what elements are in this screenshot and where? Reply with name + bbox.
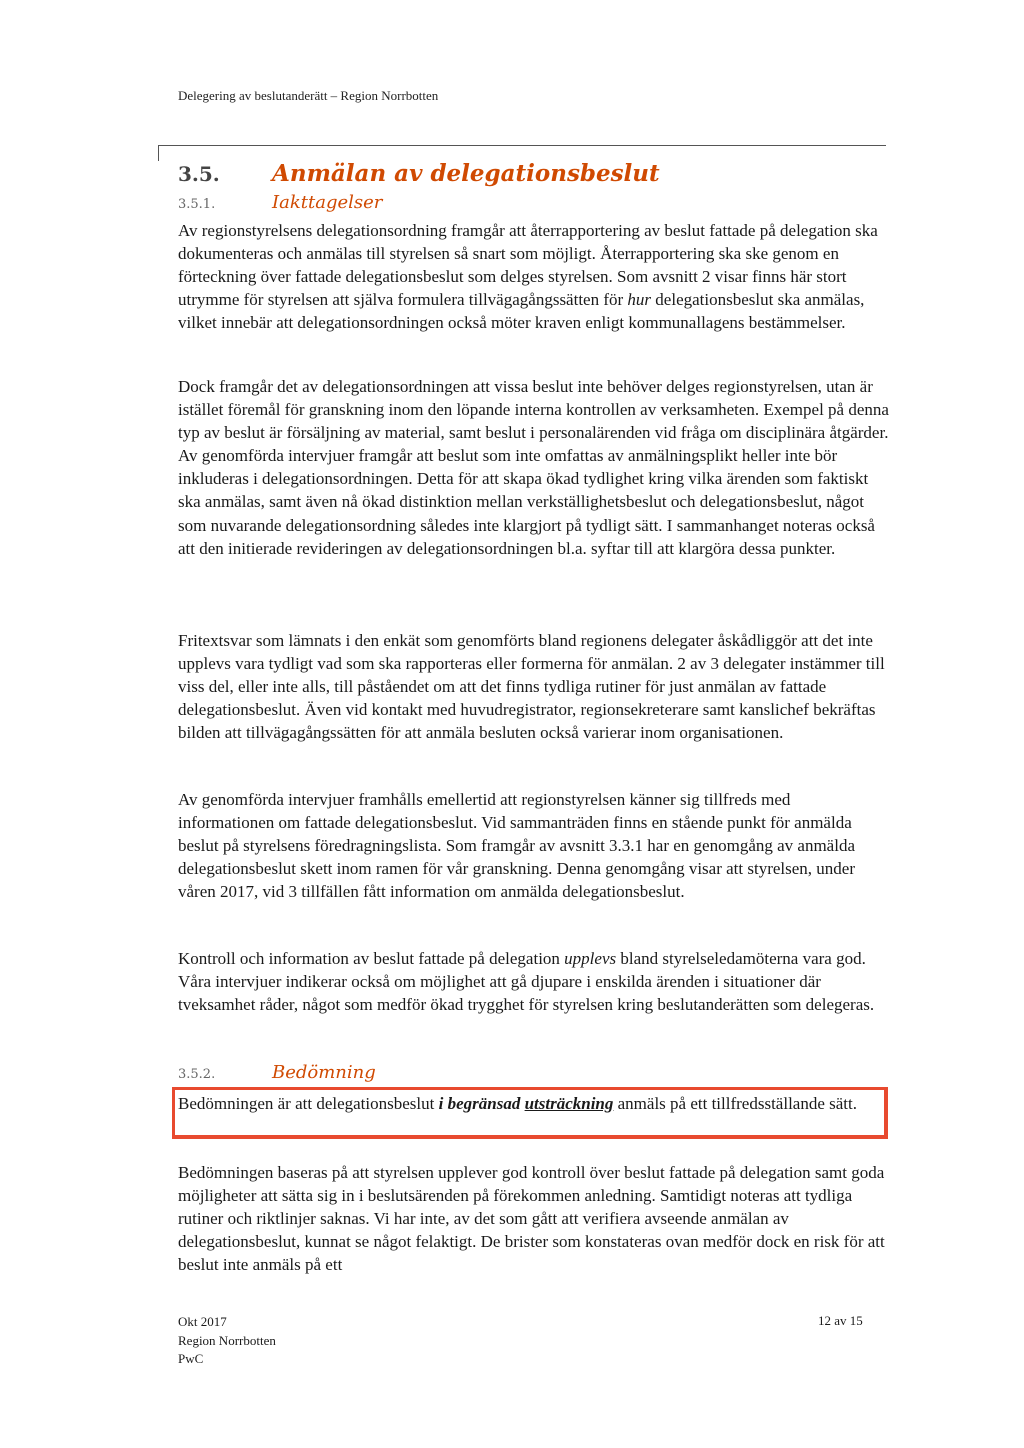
subsection-number: 3.5.2.: [178, 1067, 216, 1082]
footer-firm: PwC: [178, 1351, 204, 1366]
footer-organisation: Region Norrbotten: [178, 1332, 276, 1348]
footer-info: [178, 1313, 276, 1369]
paragraph-3: Fritextsvar som lämnats i den enkät som genomförts bland regionens delegater åskådliggör att det inte upplevs vara tydligt vad som ska rapporteras eller formerna för anmälan. 2 av 3 delegater instämmer till viss del, eller inte alls, till påståendet om att det finns tydliga rutiner för just anmälan av fattade delegationsbeslut. Även vid kontakt med huvudregistrator, regionsekreterare samt kanslichef bekräftas bilden att tillvägagångssätten för att anmäla besluten också varierar inom organisationen.: [178, 631, 885, 743]
paragraph-1-text-b: delegationsbeslut ska anmälas, vilket innebär att delegationsordningen också möter kraven enligt kommunallagens bestämmelser.: [178, 290, 865, 333]
section-heading: [178, 160, 660, 187]
section-divider-tick: [158, 145, 159, 161]
paragraph-5: [178, 947, 890, 1016]
subsection-number: 3.5.1.: [178, 197, 216, 212]
assessment-text-b: anmäls på ett tillfredsställande sätt.: [613, 1094, 857, 1113]
section-title: Anmälan av delegationsbeslut: [272, 160, 660, 187]
assessment-emphasis-2: utsträckning: [524, 1094, 614, 1113]
section-divider: [158, 145, 886, 146]
paragraph-1-text-a: Av regionstyrelsens delegationsordning framgår att återrapportering av beslut fattade på delegation ska dokumenteras och anmälas till styrelsen så snart som möjligt. Återrapportering ska ske genom en förteckning över fattade delegationsbeslut som delges styrelsen. Som avsnitt 2 visar finns här stort utrymme för styrelsen att själva formulera tillvägagångssätten för: [178, 221, 878, 310]
paragraph-5-emphasis: upplevs: [564, 949, 617, 968]
subsection-heading-assessment: [178, 1062, 376, 1083]
section-number: 3.5.: [178, 162, 220, 186]
paragraph-2: Dock framgår det av delegationsordningen att vissa beslut inte behöver delges regionstyrelsen, utan är istället föremål för granskning inom den löpande interna kontrollen av verksamheten. Exempel på denna typ av beslut är försäljning av material, samt beslut i personalärenden vid fråga om disciplinära åtgärder. Av genomförda intervjuer framgår att beslut som inte omfattas av anmälningsplikt heller inte bör inkluderas i delegationsordningen. Detta för att skapa ökad tydlighet kring vilka ärenden som faktiskt ska anmälas, samt även nå ökad distinktion mellan verkställighetsbeslut och delegationsbeslut, något som nuvarande delegationsordning således inte klargjort på tydligt sätt. I sammanhanget noteras också att den initierade revideringen av delegationsordningen bl.a. syftar till att klargöra dessa punkter.: [178, 377, 889, 558]
paragraph-1-emphasis: hur: [627, 290, 652, 310]
assessment-emphasis-1: i begränsad: [438, 1094, 525, 1113]
paragraph-5-text-a: Kontroll och information av beslut fattade på delegation: [178, 949, 565, 968]
subsection-heading-observations: [178, 192, 382, 213]
paragraph-4: Av genomförda intervjuer framhålls emellertid att regionstyrelsen känner sig tillfreds med informationen om fattade delegationsbeslut. Vid sammanträden finns en stående punkt för anmälda beslut på styrelsens föredragningslista. Som framgår av avsnitt 3.3.1 har en genomgång av anmälda delegationsbeslut skett inom ramen för vår granskning. Denna genomgång visar att styrelsen, under våren 2017, vid 3 tillfällen fått information om anmälda delegationsbeslut.: [178, 790, 855, 902]
paragraph-1: [178, 219, 890, 334]
footer-date: Okt 2017: [178, 1314, 227, 1329]
subsection-title: Iakttagelser: [272, 192, 383, 213]
paragraph-5-text-b: bland styrelseledamöterna vara god. Våra intervjuer indikerar också om möjlighet att gå djupare i enskilda ärenden i situationer där tveksamhet råder, något som medför ökad trygghet för styrelsen kring beslutanderätten som delegeras.: [178, 949, 875, 1015]
running-header: Delegering av beslutanderätt – Region Norrbotten: [178, 88, 439, 103]
assessment-text-a: Bedömningen är att delegationsbeslut: [178, 1094, 439, 1113]
assessment-statement: [178, 1092, 868, 1115]
paragraph-6: Bedömningen baseras på att styrelsen upplever god kontroll över beslut fattade på delegation samt goda möjligheter att sätta sig in i beslutsärenden på förekommen anledning. Samtidigt noteras att tydliga rutiner och riktlinjer saknas. Vi har inte, av det som gått att verifiera avseende anmälan av delegationsbeslut, kunnat se något felaktigt. De brister som konstateras ovan medför dock en risk för att beslut inte anmäls på ett: [178, 1163, 885, 1275]
page-number: 12 av 15: [818, 1313, 863, 1328]
subsection-title: Bedömning: [272, 1062, 376, 1083]
